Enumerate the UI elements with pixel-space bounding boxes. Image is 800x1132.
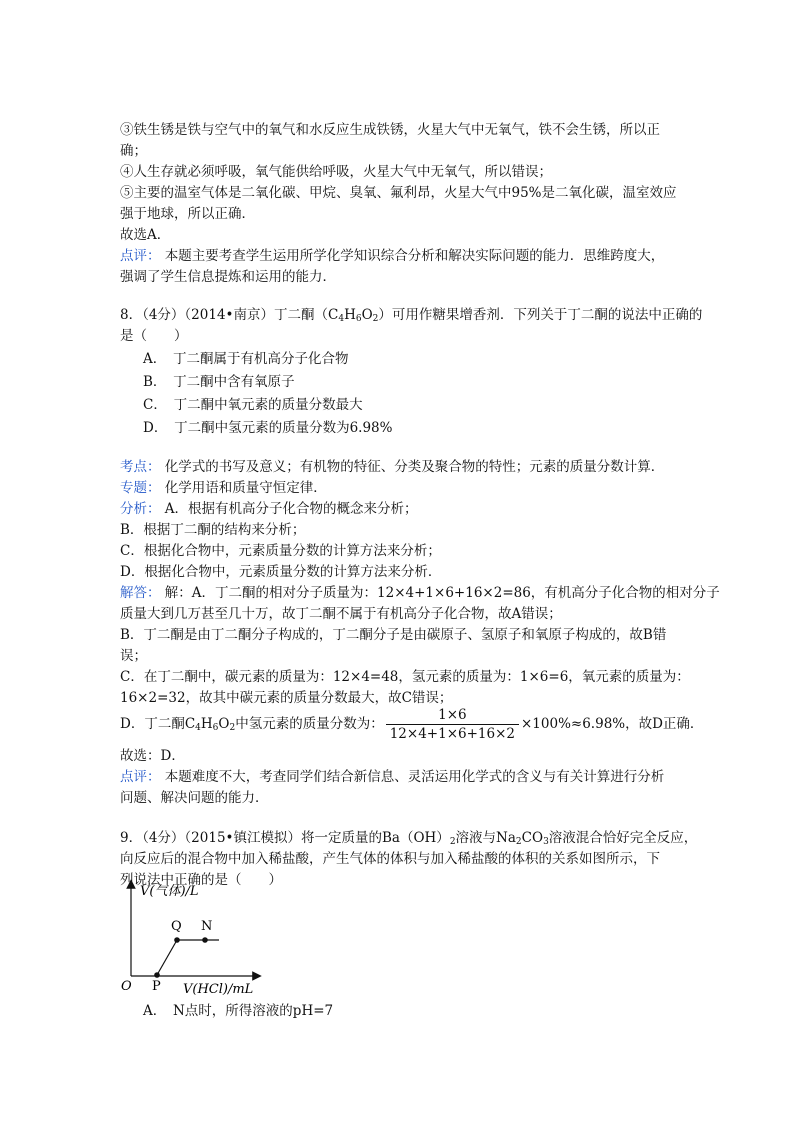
y-axis-label: V(气体)/L bbox=[140, 884, 199, 899]
q9-stem-c: 列说法中正确的是（ ） bbox=[120, 872, 282, 888]
answer-line-5a: ⑤主要的温室气体是二氧化碳、甲烷、臭氧、氟利昂，火星大气中95%是二氧化碳，温室效应 bbox=[120, 185, 677, 201]
segment-p-q bbox=[157, 940, 177, 975]
q8-comment-b: 问题、解决问题的能力． bbox=[120, 790, 269, 806]
origin-label: O bbox=[121, 979, 132, 994]
gas-volume-graph bbox=[115, 878, 265, 1000]
q9-stem-a: 9．（4分）（2015•镇江模拟）将一定质量的$Ba(OH)_2$溶液与$Na_2CO_3$溶液混合恰好完全反应， bbox=[120, 830, 698, 847]
point-q-label: Q bbox=[171, 919, 182, 934]
q8-fenxi-a: 分析： A．根据有机高分子化合物的概念来分析； bbox=[120, 501, 418, 517]
zhuanti-label: 专题： bbox=[120, 480, 161, 496]
answer-choice: 故选A． bbox=[120, 227, 171, 243]
comment-label: 点评： bbox=[120, 248, 161, 264]
q8-option-b: B． 丁二酮中含有氧原子 bbox=[143, 374, 295, 390]
q8-zhuanti: 专题： 化学用语和质量守恒定律． bbox=[120, 480, 327, 496]
q8-kaodian: 考点： 化学式的书写及意义；有机物的特征、分类及聚合物的特性；元素的质量分数计算． bbox=[120, 459, 665, 475]
jieda-label: 解答： bbox=[120, 585, 161, 601]
q8-jieda-c2: 16×2=32，故其中碳元素的质量分数最大，故C错误； bbox=[120, 690, 453, 706]
comment-line-b: 强调了学生信息提炼和运用的能力． bbox=[120, 269, 336, 285]
answer-line-3b: 确； bbox=[120, 143, 147, 159]
answer-line-5b: 强于地球，所以正确． bbox=[120, 206, 255, 222]
q8-option-a: A． 丁二酮属于有机高分子化合物 bbox=[143, 351, 349, 367]
q8-option-d: D． 丁二酮中氢元素的质量分数为6.98% bbox=[143, 420, 393, 436]
q8-jieda-a2: 质量大到几万甚至几十万，故丁二酮不属于有机高分子化合物，故A错误； bbox=[120, 606, 562, 622]
answer-line-4: ④人生存就必须呼吸，氧气能供给呼吸，火星大气中无氧气，所以错误； bbox=[120, 164, 552, 180]
q8-jieda-b1: B．丁二酮是由丁二酮分子构成的，丁二酮分子是由碳原子、氢原子和氧原子构成的，故B错 bbox=[120, 627, 667, 643]
q8-jieda-b2: 误； bbox=[120, 648, 147, 664]
q8-stem-b: 是（ ） bbox=[120, 328, 188, 344]
comment-label: 点评： bbox=[120, 769, 161, 785]
q8-fenxi-c: C．根据化合物中，元素质量分数的计算方法来分析； bbox=[120, 543, 441, 559]
point-n-label: N bbox=[201, 919, 213, 934]
q9-option-a: A． N点时，所得溶液的pH=7 bbox=[143, 1003, 334, 1019]
q8-jieda-d: D．丁二酮$C_4H_6O_2$中氢元素的质量分数为： $\frac{1\times 6}{12\times 4+1\times 6+16\times 2}$ ×100%≈6.98%，故D正确． bbox=[120, 707, 704, 742]
x-axis-label: V(HCl)/mL bbox=[183, 982, 254, 997]
answer-line-3a: ③铁生锈是铁与空气中的氧气和水反应生成铁锈，火星大气中无氧气，铁不会生锈，所以正 bbox=[120, 122, 660, 138]
mass-fraction-formula: $\frac{1\times 6}{12\times 4+1\times 6+16\times 2}$ bbox=[386, 706, 519, 743]
q8-stem-a: 8．（4分）（2014•南京）丁二酮$(C_4H_6O_2)$可用作糖果增香剂．下列关于丁二酮的说法中正确的 bbox=[120, 307, 703, 324]
q8-jieda-c1: C．在丁二酮中，碳元素的质量为：12×4=48，氢元素的质量为：1×6=6，氧元素的质量为： bbox=[120, 669, 690, 685]
q8-choice: 故选：D． bbox=[120, 748, 185, 764]
q8-jieda-a1: 解答： 解：A．丁二酮的相对分子质量为：12×4+1×6+16×2=86，有机高分子化合物的相对分子 bbox=[120, 585, 720, 601]
q8-option-c: C． 丁二酮中氧元素的质量分数最大 bbox=[143, 397, 363, 413]
kaodian-label: 考点： bbox=[120, 459, 161, 475]
q8-comment-a: 点评： 本题难度不大，考查同学们结合新信息、灵活运用化学式的含义与有关计算进行分析 bbox=[120, 769, 665, 785]
q9-stem-b: 向反应后的混合物中加入稀盐酸，产生气体的体积与加入稀盐酸的体积的关系如图所示，下 bbox=[120, 851, 660, 867]
q8-fenxi-d: D．根据化合物中，元素质量分数的计算方法来分析． bbox=[120, 564, 442, 580]
point-p-label: P bbox=[152, 979, 161, 994]
q8-fenxi-b: B．根据丁二酮的结构来分析； bbox=[120, 522, 306, 538]
comment-line-a: 点评： 本题主要考查学生运用所学化学知识综合分析和解决实际问题的能力．思维跨度大， bbox=[120, 248, 665, 264]
point-n bbox=[202, 937, 208, 943]
point-q bbox=[174, 937, 180, 943]
point-p bbox=[154, 972, 160, 978]
fenxi-label: 分析： bbox=[120, 501, 161, 517]
